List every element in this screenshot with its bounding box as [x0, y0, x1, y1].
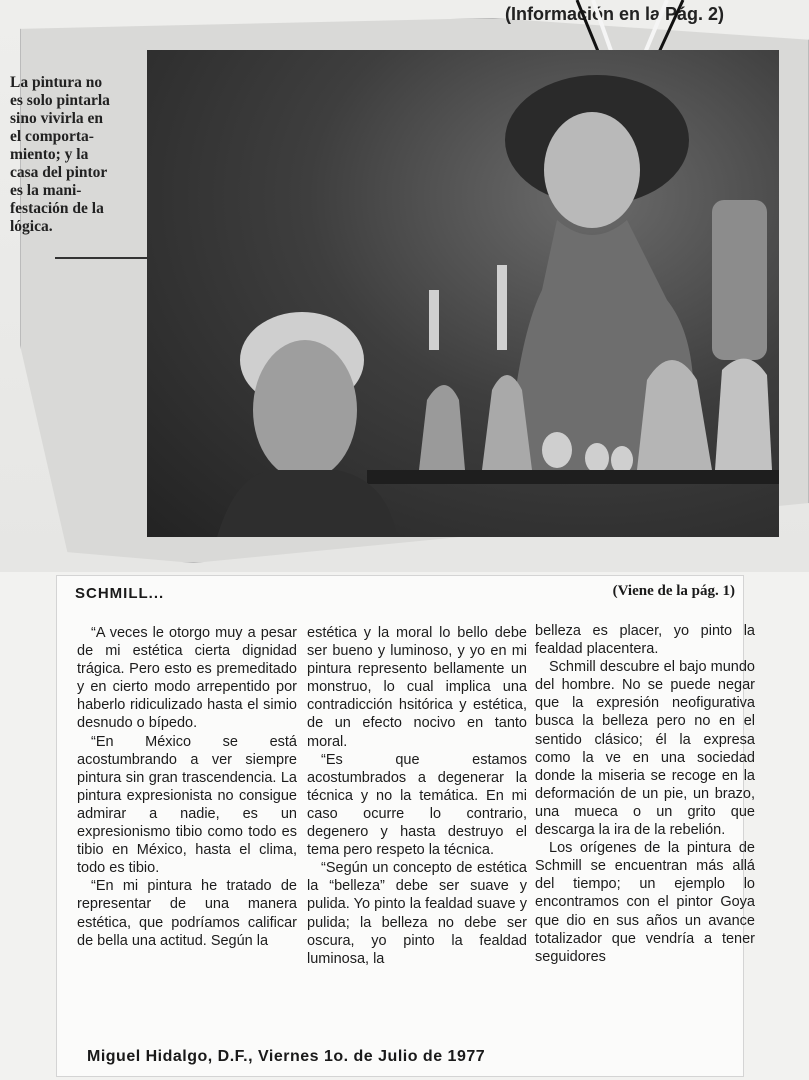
paragraph: “En mi pintura he tratado de representar de una manera estética, que podríamos calificar de bella una actitud. Según la [77, 878, 297, 949]
decorative-plate [611, 446, 633, 474]
article-column-1 [77, 624, 297, 950]
painting-face [544, 112, 640, 228]
photo-caption [10, 74, 130, 236]
paragraph: “Según un concepto de estética la “belleza” debe ser suave y pulida. Yo pinto la fealdad suave y pulida; la belleza no debe ser oscura, yo pinto la fealdad luminosa, la [307, 860, 527, 967]
glass-jar [712, 200, 767, 360]
caption-line: casa del pintor [10, 164, 108, 181]
caption-line: es solo pintarla [10, 92, 110, 109]
newspaper-photo [147, 50, 779, 537]
article-column-3 [535, 622, 755, 966]
figurine [715, 359, 772, 470]
caption-line: sino vivirla en [10, 110, 104, 127]
paragraph: Los orígenes de la pintura de Schmill se encuentran más allá del tiempo; un ejemplo lo encontramos con el pintor Goya que dio en sus años un avance totalizador que vendría a tener seguidores [535, 840, 755, 965]
paragraph: Schmill descubre el bajo mundo del hombre. No se puede negar que la expresión neofigurativa busca la belleza pero no en el sentido clásico; él la expresa como la ve en una sociedad donde la miseria se recoge en la deformación de un pie, un brazo, una mueca o un grito que descarga la ira de la rebelión. [535, 659, 755, 839]
decorative-plate [542, 432, 572, 468]
paragraph: belleza es placer, yo pinto la fealdad placentera. [535, 623, 755, 658]
caption-line: el comporta- [10, 128, 94, 145]
paragraph: estética y la moral lo bello debe ser bueno y luminoso, y yo en mi pintura represento bellamente un monstruo, lo cual implica una contradicción hsitórica y estética, de un efecto nocivo en tanto moral. [307, 625, 527, 750]
page-reference: (Información en la Pág. 2) [505, 4, 725, 24]
mantel-shelf [367, 470, 779, 484]
figurine [419, 385, 465, 470]
article-kicker: SCHMILL... [75, 585, 165, 602]
man-face [253, 340, 357, 480]
caption-line: es la mani- [10, 182, 82, 199]
caption-line: lógica. [10, 218, 53, 235]
caption-line: miento; y la [10, 146, 89, 163]
continued-from-note: (Viene de la pág. 1) [612, 583, 735, 599]
photo-illustration [147, 50, 779, 537]
article-column-2 [307, 624, 527, 968]
article-clipping [57, 576, 755, 1076]
dateline: Miguel Hidalgo, D.F., Viernes 1o. de Julio de 1977 [87, 1048, 486, 1065]
caption-rule [55, 257, 150, 259]
caption-line: festación de la [10, 200, 104, 217]
caption-line: La pintura no [10, 74, 103, 91]
candle [429, 290, 439, 350]
paragraph: “En México se está acostumbrando a ver siempre pintura sin gran trascendencia. La pintura expresionista no consigue admirar a nadie, es un expresionismo tibio como todo es tibio en México, hasta el clima, todo es tibio. [77, 733, 297, 877]
paragraph: “A veces le otorgo muy a pesar de mi estética cierta dignidad trágica. Pero esto es premeditado y en cierto modo arrepentido por haberlo ridiculizado hasta el simio desnudo o bípedo. [77, 625, 297, 732]
paragraph: “Es que estamos acostumbrados a degenerar la técnica y no la temática. En mi caso ocurre lo contrario, degenero y hasta destruyo el tema pero respeto la técnica. [307, 751, 527, 859]
candle [497, 265, 507, 350]
decorative-plate [585, 443, 609, 473]
